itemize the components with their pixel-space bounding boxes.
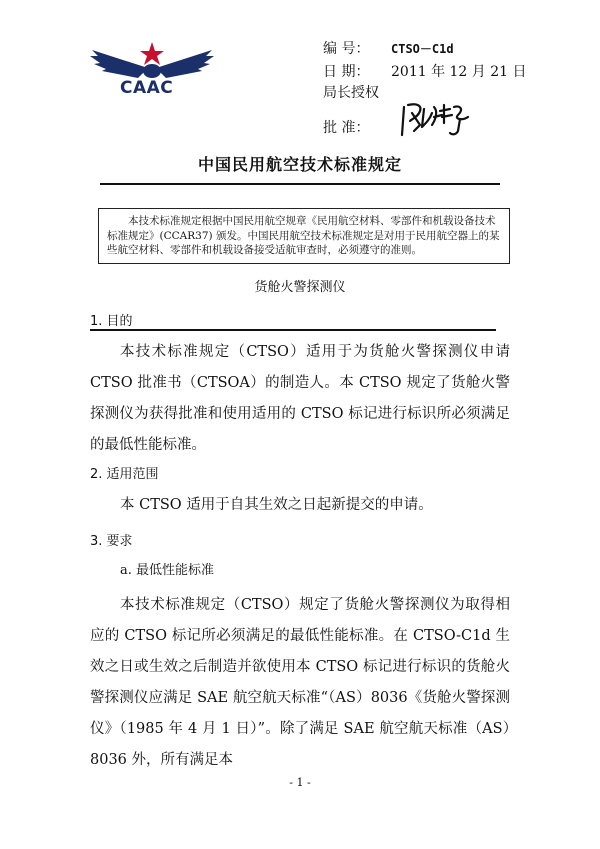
subsection-heading-min-performance: a. 最低性能标准 [120, 563, 215, 578]
section-divider [90, 329, 496, 331]
page-number: - 1 - [289, 776, 311, 789]
star-icon [140, 42, 164, 65]
section-heading-requirements: 3. 要求 [90, 534, 133, 549]
paragraph-scope: 本 CTSO 适用于自其生效之日起新提交的申请。 [120, 497, 433, 513]
date-label: 日 期： [323, 64, 370, 80]
code-value: CTSO－C1d [391, 42, 454, 56]
document-code [323, 39, 454, 59]
section-heading-scope: 2. 适用范围 [90, 467, 159, 482]
caac-logo [88, 38, 216, 110]
section-heading-purpose: 1. 目的 [90, 314, 133, 329]
approve-label: 批 准： [323, 120, 370, 136]
document-date [323, 62, 527, 82]
date-value: 2011 年 12 月 21 日 [391, 64, 527, 80]
document-title: 中国民用航空技术标准规定 [197, 155, 402, 174]
left-wing [90, 50, 148, 78]
logo-text: CAAC [120, 78, 174, 98]
right-wing [156, 50, 214, 78]
title-divider [100, 183, 500, 185]
authorization-text: 局长授权 [323, 85, 379, 101]
title-block [100, 152, 500, 185]
paragraph-purpose: 本技术标准规定（CTSO）适用于为货舱火警探测仪申请 CTSO 批准书（CTSOA）的制造人。本 CTSO 规定了货舱火警探测仪为获得批准和使用适用的 CTSO 标记进行标识所必须满足的最低性能标准。 [90, 344, 510, 453]
subject-title: 货舱火警探测仪 [254, 280, 346, 295]
signature-image [398, 97, 478, 145]
code-label: 编 号： [323, 41, 370, 57]
paragraph-min-performance: 本技术标准规定（CTSO）规定了货舱火警探测仪为取得相应的 CTSO 标记所必须满足的最低性能标准。在 CTSO-C1d 生效之日或生效之后制造并欲使用本 CTSO 标记进行标识的货舱火警探测仪应满足 SAE 航空航天标准“（AS）8036《货舱火警探测仪》（1985 年 4 月 1 日）”。除了满足 SAE 航空航天标准（AS）8036 外，所有满足本 [90, 597, 510, 768]
notice-box: 本技术标准规定根据中国民用航空规章《民用航空材料、零部件和机载设备技术标准规定》(CCAR37) 颁发。中国民用航空技术标准规定是对用于民用航空器上的某些航空材料、零部件和机载设备接受适航审查时，必须遵守的准则。 [98, 208, 510, 264]
